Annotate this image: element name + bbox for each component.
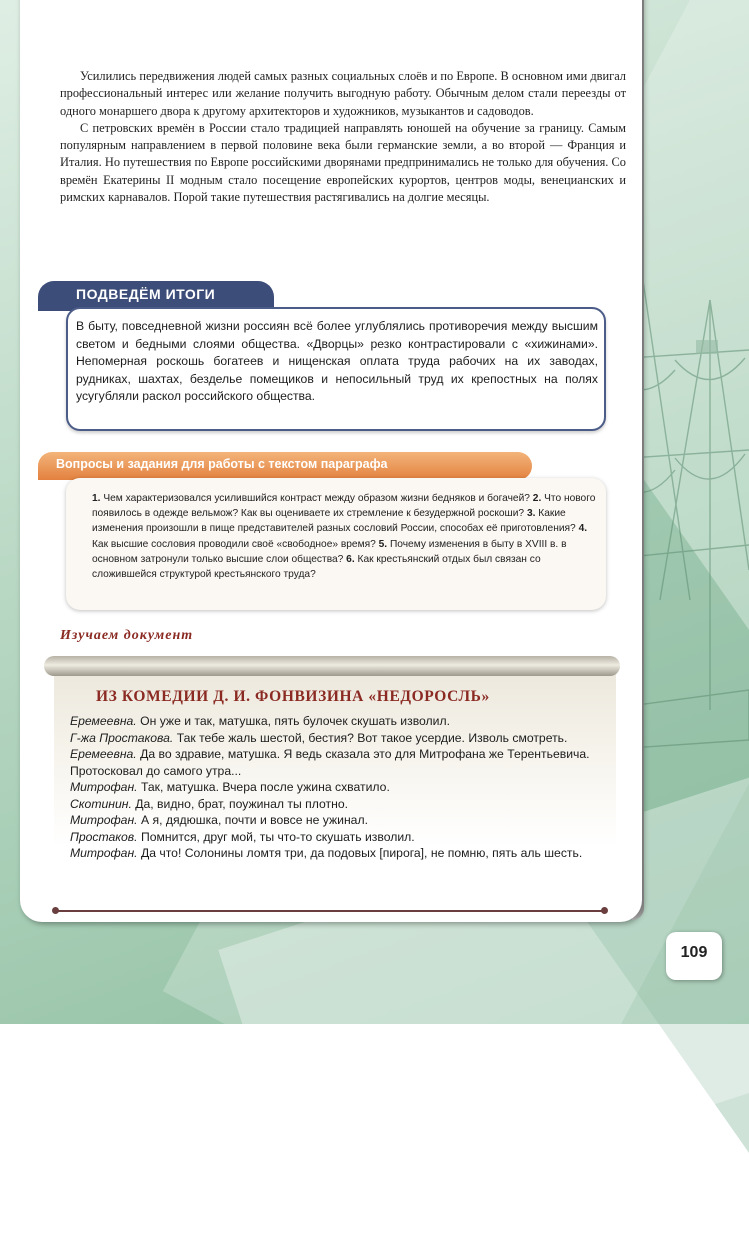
line-text: Помнится, друг мой, ты что-то скушать изволил. [140, 829, 415, 844]
body-text [60, 68, 626, 206]
speaker: Простаков. [70, 829, 138, 844]
dialogue-line [70, 796, 600, 813]
question-number: 3. [526, 508, 536, 520]
line-text: Да, видно, брат, поужинал ты плотно. [135, 796, 348, 811]
speaker: Еремеевна. [70, 714, 137, 728]
speaker: Скотинин. [70, 796, 132, 811]
line-text: Так тебе жаль шестой, бестия? Вот такое усердие. Изволь смотреть. [176, 730, 568, 745]
question-number: 2. [532, 493, 542, 504]
question-text: Почему изменения в быту в XVIII в. в основном затронули только высшие слои общества? [92, 538, 567, 565]
question-text: Как высшие сословия проводили своё «свободное» время? [92, 538, 376, 550]
document-heading: Изучаем документ [60, 628, 194, 643]
question-number: 6. [346, 553, 355, 565]
question-text: Что нового появилось в одежде вельмож? Как вы оцениваете их стремление к безудержной роскоши? [92, 493, 596, 520]
line-text: А я, дядюшка, почти и вовсе не ужинал. [140, 813, 368, 827]
document-title: ИЗ КОМЕДИИ Д. И. ФОНВИЗИНА «НЕДОРОСЛЬ» [96, 688, 490, 705]
divider-dot [601, 907, 608, 914]
question-number: 5. [378, 538, 388, 550]
speaker: Митрофан. [70, 780, 138, 794]
divider-dot [52, 907, 59, 914]
dialogue-line [70, 829, 600, 846]
body-paragraph: Усилились передвижения людей самых разных социальных слоёв и по Европе. В основном ими двигал профессиональный интерес или желание получить выгодную работу. Обычным делом стали переезды от одного монаршего двора к другому архитекторов и художников, музыкантов и садоводов. [60, 69, 626, 118]
dialogue-line [70, 845, 600, 862]
speaker: Митрофан. [70, 813, 138, 827]
summary-title: ПОДВЕДЁМ ИТОГИ [76, 286, 216, 302]
body-paragraph: С петровских времён в России стало традицией направлять юношей на обучение за границу. Самым популярным направлением в первой половине века были германские земли, а во второй — Франция и Италия. Но путешествия по Европе российскими дворянами предпринимались не только для обучения. Со времён Екатерины II модным стало посещение европейских курортов, центров моды, венецианских и римских карнавалов. Порой такие путешествия растягивались на долгие месяцы. [60, 120, 626, 205]
speaker: Г-жа Простакова. [70, 730, 174, 745]
line-text: Да что! Солонины ломтя три, да подовых [пирога], не помню, пять аль шесть. [140, 846, 583, 860]
speaker: Митрофан. [70, 846, 138, 860]
questions-title: Вопросы и задания для работы с текстом параграфа [56, 457, 388, 471]
question-text: Чем характеризовался усилившийся контраст между образом жизни бедняков и богачей? [103, 493, 530, 504]
summary-text: В быту, повседневной жизни россиян всё более углублялись противоречия между высшим светом и бедными слоями общества. «Дворцы» резко контрастировали с «хижинами». Непомерная роскошь богатеев и нищенская оплата труда рабочих на их заводах, рудниках, шахтах, безделье помещиков и непосильный труд их крепостных на полях усугубляли раскол российского общества. [76, 319, 598, 403]
line-text: Он уже и так, матушка, пять булочек скушать изволил. [140, 714, 450, 728]
divider-line [56, 910, 604, 912]
speaker: Еремеевна. [70, 747, 137, 761]
line-text: Да во здравие, матушка. Я ведь сказала это для Митрофана же Терентьевича. Протосковал до самого утра... [70, 747, 590, 778]
questions-text [92, 491, 598, 582]
question-number: 1. [92, 493, 101, 504]
line-text: Так, матушка. Вчера после ужина схватило. [140, 780, 390, 794]
page-number: 109 [680, 944, 708, 961]
question-text: Какие изменения произошли в пище представителей разных сословий России, способах её приготовления? [92, 508, 576, 535]
dialogue-line [70, 730, 600, 747]
dialogue [70, 713, 600, 862]
dialogue-line [70, 746, 600, 779]
scroll-roll [44, 656, 620, 676]
question-number: 4. [578, 523, 588, 535]
dialogue-line [70, 779, 600, 796]
dialogue-line [70, 812, 600, 829]
dialogue-line [70, 713, 600, 730]
question-text: Как крестьянский отдых был связан со сложившейся структурой крестьянского труда? [92, 553, 541, 581]
